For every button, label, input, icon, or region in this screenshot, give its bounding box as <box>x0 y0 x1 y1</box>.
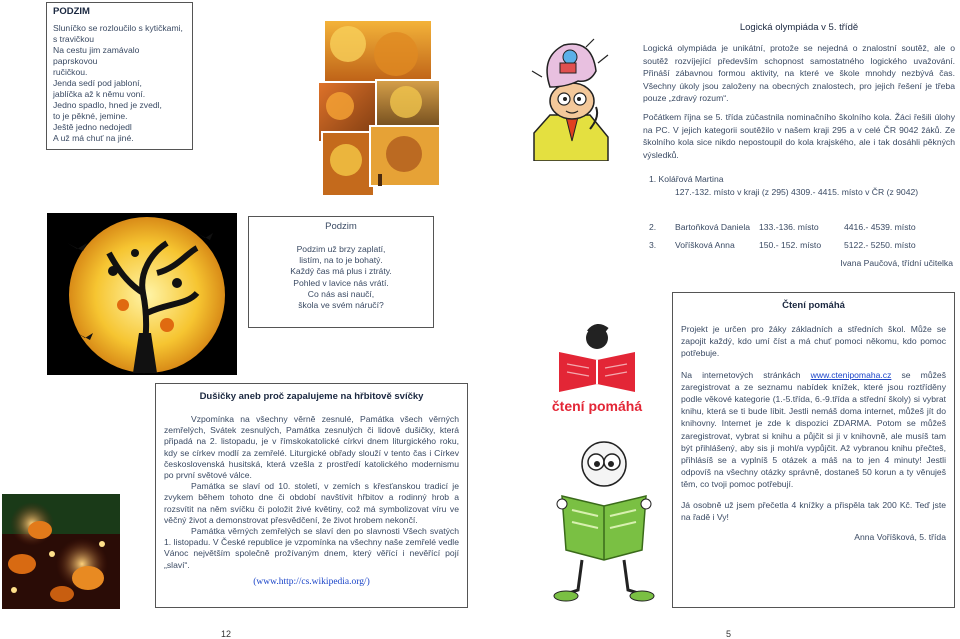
autumn-collage-image <box>318 14 440 204</box>
podzim-poem2-title: Podzim <box>325 221 357 232</box>
podzim-poem-box <box>46 2 193 150</box>
result-1-detail: 127.-132. místo v kraji (z 295) 4309.- 4415. místo v ČR (z 9042) <box>675 186 919 197</box>
cteni-paragraph-2 <box>681 369 946 491</box>
olympiada-article <box>643 22 955 199</box>
poem-line: Jenda sedí pod jabloní, <box>53 78 142 88</box>
cteni-paragraph: Projekt je určen pro žáky základních a středních škol. Může se zapojit každý, kdo umí číst a má chuť pomoci někomu, kdo pomoc potřebuje. <box>681 324 946 359</box>
olympiada-paragraph: Počátkem října se 5. třída zúčastnila nominačního školního kola. Žáci řešili úlohy na PC. V jejich kategorii soutěžilo v našem kraji 295 a v celé ČR 9042 žáků. Ze školního kola sice nikdo nepostoupil do kola krajského, ale i tak dosáhli pěkných výsledků. <box>643 111 955 160</box>
olympiada-signature: Ivana Paučová, třídní učitelka <box>840 258 953 268</box>
page-number-right: 5 <box>726 629 732 639</box>
cteni-pomaha-box <box>672 292 955 608</box>
result-1-name: 1. Kolářová Martina <box>649 174 724 185</box>
result-3-number: 3. <box>649 240 657 250</box>
cteni-pomaha-logo <box>537 322 657 422</box>
cteni-paragraph: Já osobně už jsem přečetla 4 knížky a přispěla tak 200 Kč. Teď jste na řadě i Vy! <box>681 499 946 522</box>
candles-pumpkins-image <box>2 494 120 609</box>
thinking-man-image <box>520 37 626 161</box>
reading-character-image <box>548 434 658 608</box>
cteni-signature: Anna Voříšková, 5. třída <box>854 532 946 543</box>
result-3-kraj: 150.- 152. místo <box>759 240 822 250</box>
cteni-website-link[interactable]: www.ctenipomaha.cz <box>810 369 892 380</box>
result-2-name: Bartoňková Daniela <box>675 222 751 232</box>
result-2-cr: 4416.- 4539. místo <box>844 222 916 232</box>
poem-line: s travičkou <box>53 34 95 44</box>
dusicky-paragraph: Památka věrných zemřelých se slaví den po slavnosti Všech svatých 1. listopadu. V České republice je vzpomínka na všechny naše zemřelé vedle Vánoc největším společně prožívaným dnem, který věřící i nevěřící pojí „slaví“. <box>164 526 459 570</box>
dusicky-paragraph: Vzpomínka na všechny věrně zesnulé, Památka všech věrných zemřelých, Svátek zesnulých, Památka zesnulých či lidově dušičky, která připadá na 2. listopadu, je v římskokatolické církvi dnem liturgického roku, kdy se církev modlí za zemřelé. Liturgické obřady slouží v tento čas i Církev československá husitská, která vzešla z prostředí katolického modernismu po první světové válce. <box>164 414 459 481</box>
page-number-left: 12 <box>221 629 232 639</box>
cteni-logo-text: čtení pomáhá <box>551 398 643 414</box>
dusicky-article-box <box>155 383 468 608</box>
poem2-line: Co nás asi naučí, <box>307 288 375 299</box>
olympiada-title: Logická olympiáda v 5. třídě <box>739 22 859 33</box>
result-3-cr: 5122.- 5250. místo <box>844 240 916 250</box>
poem2-line: listím, na to je bohatý. <box>299 255 383 266</box>
poem-line: Ještě jedno nedojedl <box>53 122 132 132</box>
poem-line: jablíčka až k němu voní. <box>53 89 146 99</box>
poem-line: Na cestu jim zamávalo paprskovou <box>53 45 140 66</box>
dusicky-body <box>164 414 459 571</box>
result-2-number: 2. <box>649 222 657 232</box>
result-2-kraj: 133.-136. místo <box>759 222 819 232</box>
poem-line: to je pěkné, jemine. <box>53 111 128 121</box>
result-3-name: Voříšková Anna <box>675 240 735 250</box>
podzim-poem2-text <box>257 244 425 311</box>
poem2-line: Pohled v lavice nás vrátí. <box>293 277 389 288</box>
halloween-image <box>47 213 237 375</box>
cteni-p2-rest: se můžeš zaregistrovat a ze seznamu nabídek knížek, které jsou roztříděny podle věkové kategorie (1.-5.třída, 6.-9.třída a střední školy) si vybrat knihu, která se ti bude líbit. Jestli nemáš doma internet, můžeš jít do knihovny. Internet je zde k dispozici ZDARMA. Potom se můžeš zaregistrovat, vybrat si knihu a půjčit si ji v knihovně, ale musíš tam být přihlášený, aby sis ji mohl/a vypůjčit. Až vybranou knihu přečteš, přihlásíš se a vyplníš 5 otázek a máš na to jen 4 minuty! Jestli odpovíš na všechny otázky správně, dostaneš 50 korun a ty věnuješ těm, co tvoji pomoc potřebují. <box>681 369 946 490</box>
cteni-title: Čtení pomáhá <box>782 300 845 311</box>
poem2-line: škola ve svém náručí? <box>298 300 384 311</box>
podzim-poem-title: PODZIM <box>53 6 90 17</box>
poem-line: A už má chuť na jiné. <box>53 133 134 143</box>
poem2-line: Podzim už brzy zaplatí, <box>296 244 386 254</box>
cteni-p2-prefix: Na internetových stránkách <box>681 369 811 380</box>
dusicky-title: Dušičky aneb proč zapalujeme na hřbitově svíčky <box>199 391 424 402</box>
poem2-line: Každý čas má plus i ztráty. <box>290 266 392 277</box>
podzim-poem2-box <box>248 216 434 328</box>
poem-line: Sluníčko se rozloučilo s kytičkami, <box>53 23 183 33</box>
olympiada-paragraph: Logická olympiáda je unikátní, protože se nejedná o znalostní soutěž, ale o soutěž rozvíjející především schopnost samostatného logického uvažování. Přináší zábavnou formou aktivity, na které ve škole mnohdy nezbývá čas. Všechny úkoly jsou založeny na obecných znalostech, pro jejich řešení je třeba pouze „zdravý rozum“. <box>643 43 955 104</box>
poem-line: ručičkou. <box>53 67 88 77</box>
dusicky-source-link[interactable]: (www.http://cs.wikipedia.org/) <box>253 576 370 587</box>
dusicky-paragraph: Památka se slaví od 10. století, v zemích s křesťanskou tradicí je zvykem během tohoto dne či období navštívit hřbitov a rodinný hrob a rozsvítit na něm svíčku či položit živé květiny, což má symbolizovat víru ve věčný život a demonstrovat přesvědčení, že život hrobem nekončí. <box>164 481 459 525</box>
poem-line: Jedno spadlo, hned je zvedl, <box>53 100 162 110</box>
podzim-poem-text <box>53 23 186 144</box>
